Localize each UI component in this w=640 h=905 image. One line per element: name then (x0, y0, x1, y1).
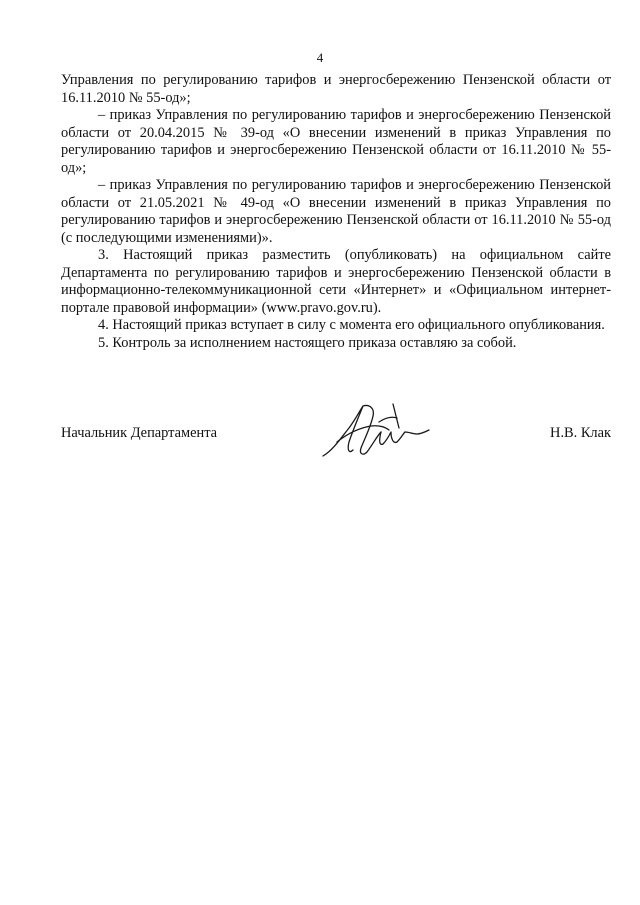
signature-block (61, 398, 611, 468)
paragraph-list-item-order-2015: – приказ Управления по регулированию тарифов и энергосбережению Пензенской области от 20.04.2015 № 39-од «О внесении изменений в приказ Управления по регулированию тарифов и энергосбережению Пензенской области от 16.11.2010 № 55-од»; (61, 107, 611, 176)
handwritten-signature (319, 398, 439, 468)
paragraph-list-item-order-2021: – приказ Управления по регулированию тарифов и энергосбережению Пензенской области от 21.05.2021 № 49-од «О внесении изменений в приказ Управления по регулированию тарифов и энергосбережению Пензенской области от 16.11.2010 № 55-од (с последующими изменениями)». (61, 177, 611, 246)
page-number: 4 (316, 50, 324, 65)
signatory-position: Начальник Департамента (61, 425, 218, 441)
paragraph-item-5-control: 5. Контроль за исполнением настоящего приказа оставляю за собой. (98, 334, 517, 351)
paragraph-item-4-effective: 4. Настоящий приказ вступает в силу с момента его официального опубликования. (98, 317, 605, 333)
paragraph-item-3-publication: 3. Настоящий приказ разместить (опубликовать) на официальном сайте Департамента по регулированию тарифов и энергосбережению Пензенской области в информационно-телекоммуникационной сети «Интернет» и «Официальном интернет-портале правовой информации» (www.pravo.gov.ru). (61, 247, 611, 316)
paragraph-continuation: Управления по регулированию тарифов и энергосбережению Пензенской области от 16.11.2010 № 55-од»; (61, 72, 611, 106)
document-body (61, 72, 611, 352)
signatory-name: Н.В. Клак (550, 425, 611, 441)
